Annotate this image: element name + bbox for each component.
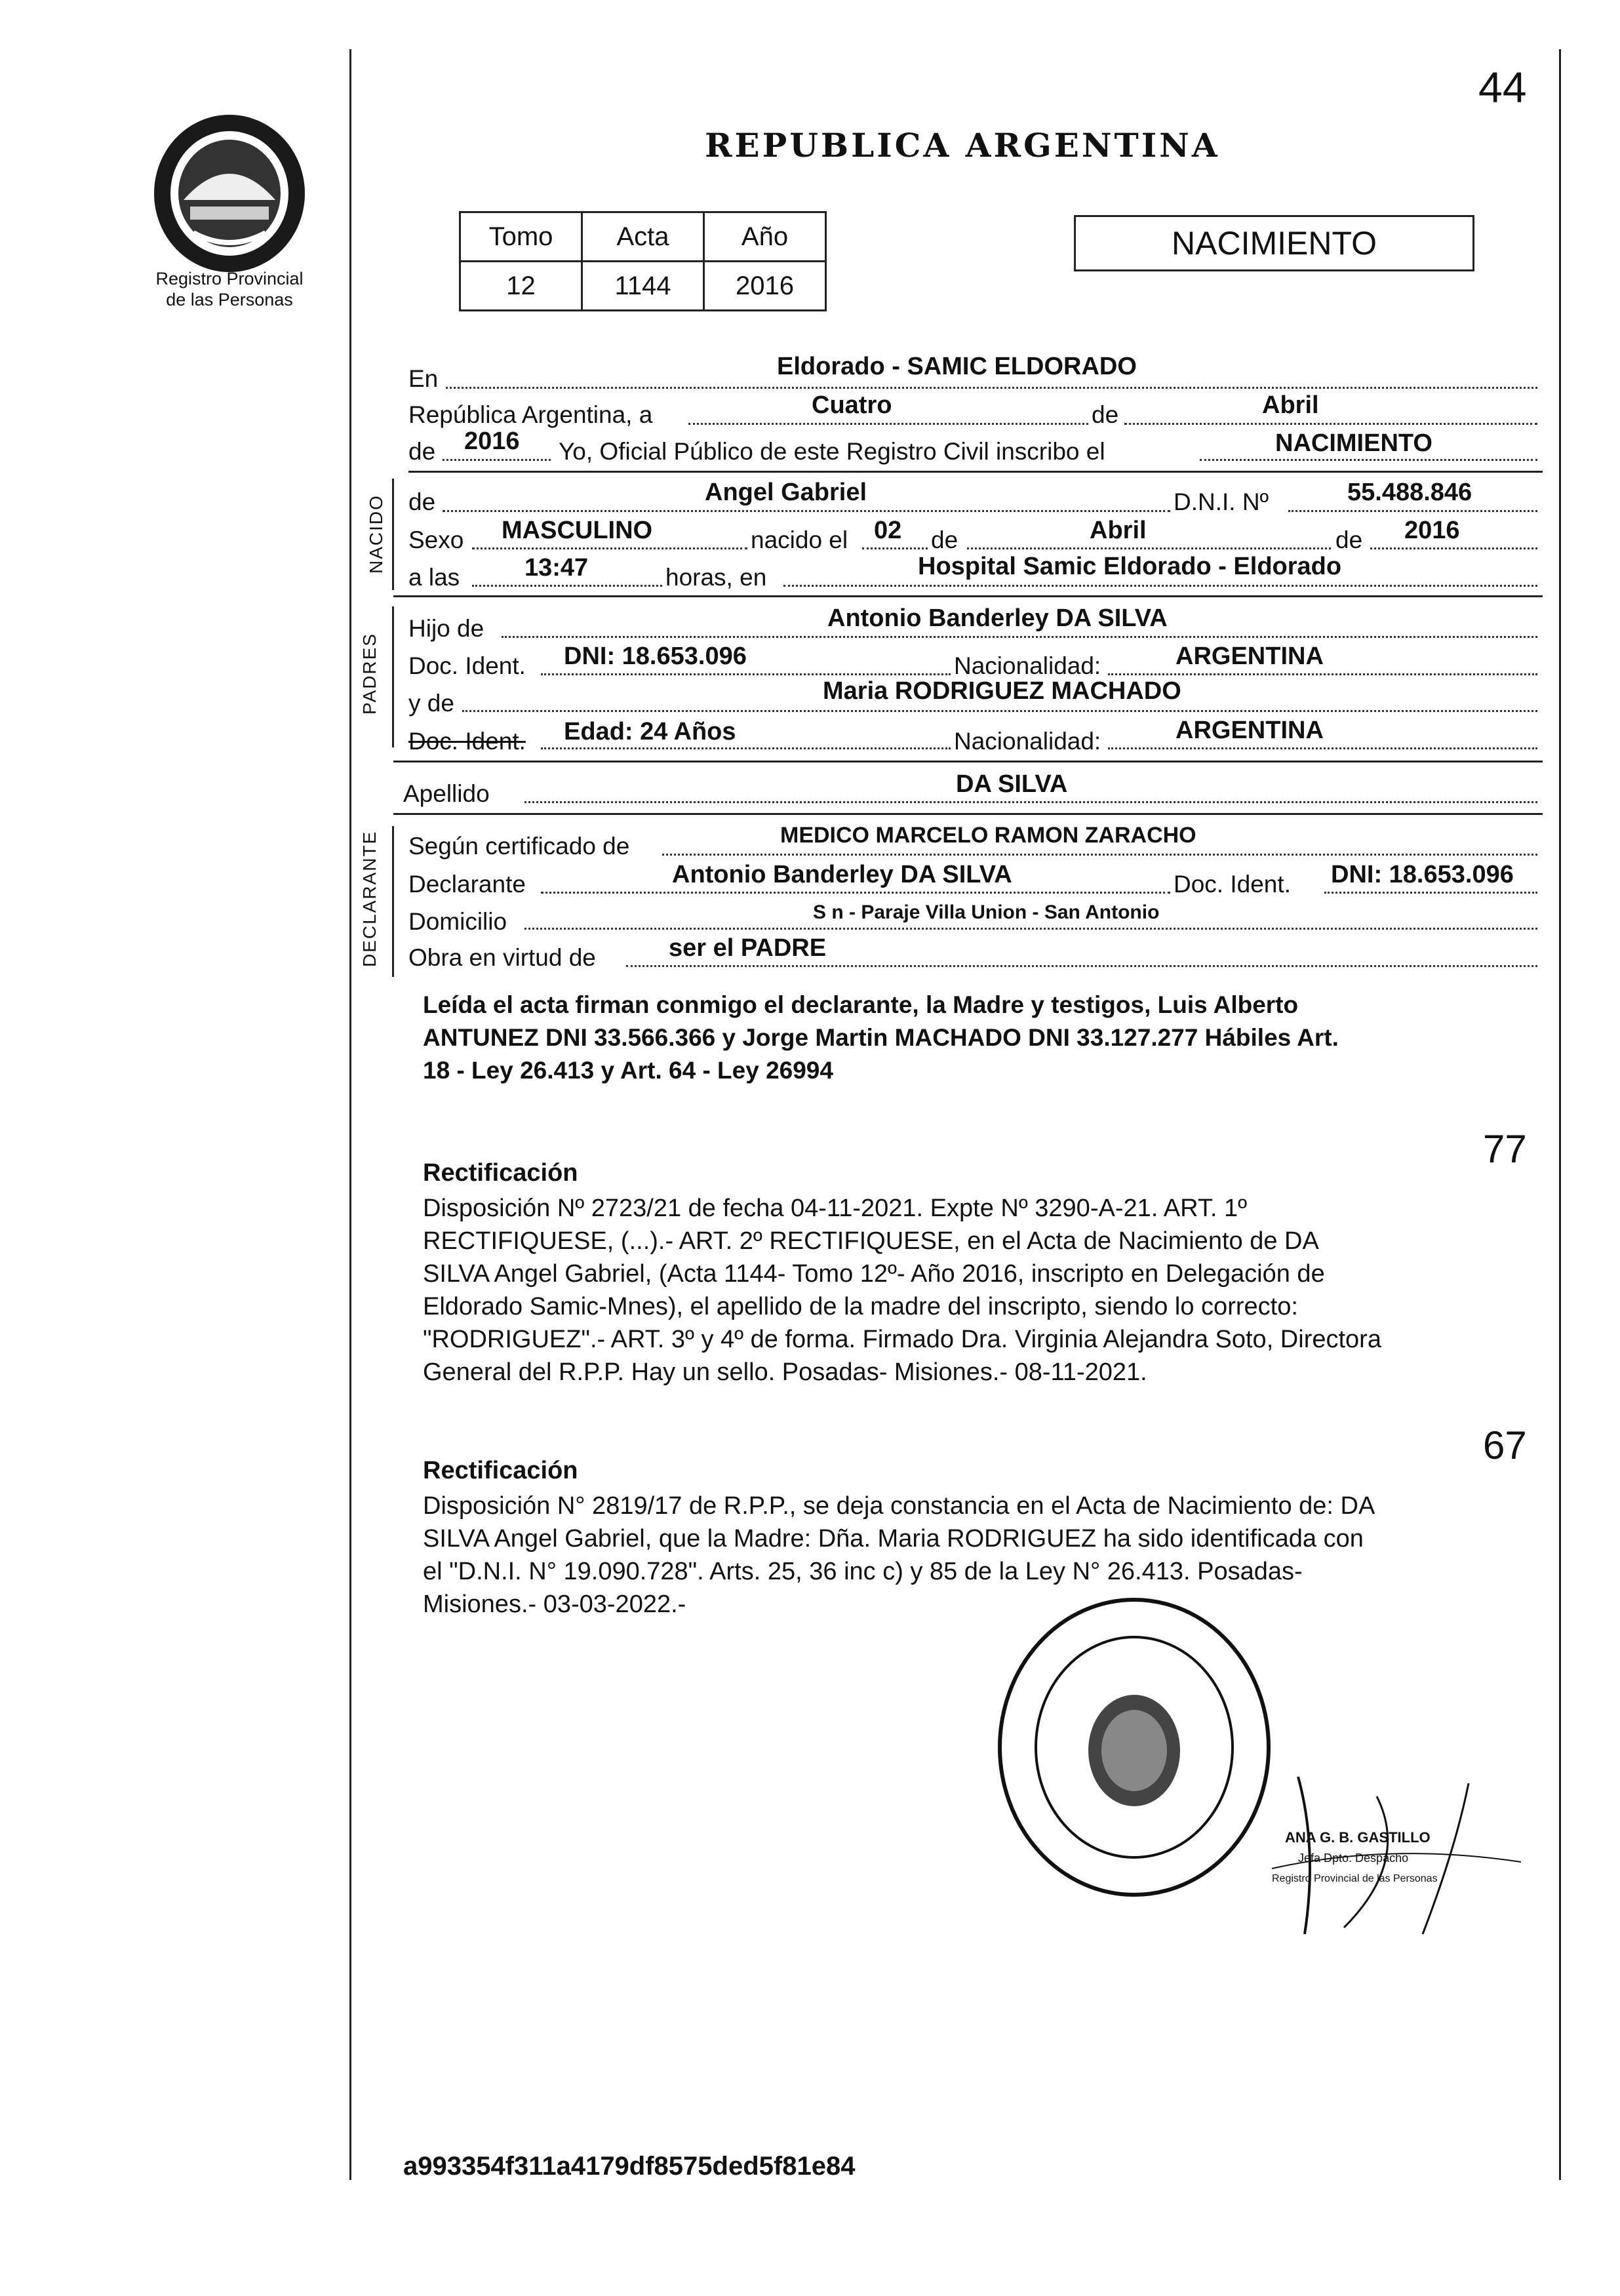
seal-caption-2: de las Personas — [166, 290, 293, 309]
label-a-las: a las — [408, 564, 460, 591]
value-birth-day: 02 — [874, 517, 902, 544]
label-obra: Obra en virtud de — [408, 944, 596, 971]
label-sexo: Sexo — [408, 526, 464, 553]
dotted-line — [783, 585, 1537, 587]
dotted-line — [1124, 423, 1537, 425]
dotted-line — [541, 892, 1170, 894]
value-birth-month: Abril — [1090, 517, 1147, 544]
section-divider — [408, 471, 1543, 473]
label-nacionalidad-2: Nacionalidad: — [954, 728, 1101, 755]
rectification-text-line: SILVA Angel Gabriel, (Acta 1144- Tomo 12º- Año 2016, inscripto en Delegación de — [423, 1260, 1325, 1288]
svg-text:Registro Provincial de las Per: Registro Provincial de las Personas — [1272, 1873, 1438, 1884]
value-day: Cuatro — [812, 391, 892, 419]
closing-line-2: ANTUNEZ DNI 33.566.366 y Jorge Martin MACHADO DNI 33.127.277 Hábiles Art. — [423, 1024, 1339, 1051]
dotted-line — [443, 459, 551, 461]
value-father: Antonio Banderley DA SILVA — [827, 604, 1168, 632]
dotted-line — [1288, 510, 1537, 512]
label-y-de: y de — [408, 690, 454, 717]
value-domicilio: S n - Paraje Villa Union - San Antonio — [813, 901, 1160, 923]
label-nacionalidad: Nacionalidad: — [954, 652, 1101, 679]
dotted-line — [862, 547, 928, 549]
value-declarante: Antonio Banderley DA SILVA — [672, 861, 1012, 888]
value-mother-nat: ARGENTINA — [1175, 717, 1324, 744]
dotted-line — [662, 854, 1537, 856]
label-domicilio: Domicilio — [408, 908, 507, 935]
marginal-note-number: 77 — [1483, 1127, 1527, 1171]
table-header-ano: Año — [704, 212, 826, 262]
label-dni: D.N.I. Nº — [1174, 488, 1269, 515]
label-hijo-de: Hijo de — [408, 615, 484, 642]
table-value-acta: 1144 — [582, 262, 704, 311]
left-margin-line — [349, 49, 351, 2180]
section-divider — [393, 761, 1543, 762]
dotted-line — [462, 710, 1537, 712]
value-obra: ser el PADRE — [669, 934, 827, 962]
dotted-line — [443, 510, 1170, 512]
label-declarante: Declarante — [408, 871, 526, 898]
province-seal-icon — [148, 108, 311, 279]
rectification-text-line: el "D.N.I. N° 19.090.728". Arts. 25, 36 inc c) y 85 de la Ley N° 26.413. Posadas- — [423, 1558, 1303, 1585]
label-doc-ident-struck: Doc. Ident. — [408, 728, 526, 755]
section-label-padres: PADRES — [359, 632, 380, 715]
table-header-tomo: Tomo — [460, 212, 582, 262]
value-year: 2016 — [464, 427, 520, 455]
dotted-line — [688, 423, 1088, 425]
rectification-title: Rectificación — [423, 1457, 578, 1484]
section-label-declarante: DECLARANTE — [359, 830, 380, 967]
dotted-line — [1324, 892, 1537, 894]
registry-table — [459, 211, 827, 311]
label-de-4: de — [1335, 526, 1363, 553]
rectification-title: Rectificación — [423, 1159, 578, 1187]
seal-caption-1: Registro Provincial — [155, 269, 304, 288]
value-dni: 55.488.846 — [1347, 479, 1472, 506]
rectification-text-line: "RODRIGUEZ".- ART. 3º y 4º de forma. Firmado Dra. Virginia Alejandra Soto, Directora — [423, 1326, 1381, 1353]
dotted-line — [502, 636, 1537, 638]
label-de-3: de — [931, 526, 958, 553]
value-mother: Maria RODRIGUEZ MACHADO — [823, 677, 1181, 705]
label-republica: República Argentina, a — [408, 401, 653, 428]
dotted-line — [1200, 459, 1537, 461]
official-stamp-icon — [993, 1593, 1275, 1901]
label-inscribo: Yo, Oficial Público de este Registro Civil inscribo el — [559, 438, 1105, 465]
label-doc-ident-3: Doc. Ident. — [1174, 871, 1291, 898]
dotted-line — [524, 928, 1537, 930]
rectification-text-line: Misiones.- 03-03-2022.- — [423, 1591, 686, 1618]
value-name: Angel Gabriel — [705, 479, 867, 506]
rectification-text-line: Eldorado Samic-Mnes), el apellido de la madre del inscripto, siendo lo correcto: — [423, 1293, 1298, 1320]
value-place: Eldorado - SAMIC ELDORADO — [777, 353, 1137, 380]
dotted-line — [541, 747, 951, 749]
value-father-doc: DNI: 18.653.096 — [564, 643, 747, 670]
svg-text:Jefa Dpto. Despacho: Jefa Dpto. Despacho — [1298, 1851, 1409, 1865]
value-father-nat: ARGENTINA — [1175, 643, 1324, 670]
value-month: Abril — [1262, 391, 1319, 419]
table-value-ano: 2016 — [704, 262, 826, 311]
closing-line-1: Leída el acta firman conmigo el declarante, la Madre y testigos, Luis Alberto — [423, 991, 1299, 1018]
label-doc-ident: Doc. Ident. — [408, 652, 526, 679]
rectification-text-line: RECTIFIQUESE, (...).- ART. 2º RECTIFIQUESE, en el Acta de Nacimiento de DA — [423, 1227, 1319, 1255]
dotted-line — [967, 547, 1331, 549]
section-divider — [393, 595, 1543, 597]
label-nacido-de: de — [408, 488, 436, 515]
label-horas-en: horas, en — [665, 564, 767, 591]
page-number: 44 — [1478, 63, 1527, 111]
value-act: NACIMIENTO — [1275, 429, 1432, 457]
dotted-line — [472, 585, 662, 587]
dotted-line — [541, 673, 951, 675]
value-time: 13:47 — [524, 554, 589, 582]
label-de: de — [1092, 401, 1119, 428]
dotted-line — [446, 387, 1537, 389]
label-en: En — [408, 365, 439, 392]
value-apellido: DA SILVA — [956, 770, 1068, 798]
section-bracket — [392, 606, 394, 747]
dotted-line — [1108, 747, 1537, 749]
value-place-birth: Hospital Samic Eldorado - Eldorado — [918, 553, 1342, 580]
dotted-line — [626, 965, 1537, 967]
label-nacido-el: nacido el — [751, 526, 848, 553]
closing-line-3: 18 - Ley 26.413 y Art. 64 - Ley 26994 — [423, 1057, 833, 1084]
rectification-text-line: Disposición Nº 2723/21 de fecha 04-11-2021. Expte Nº 3290-A-21. ART. 1º — [423, 1195, 1247, 1222]
value-birth-year: 2016 — [1404, 517, 1460, 544]
label-de-2: de — [408, 438, 436, 465]
dotted-line — [1108, 673, 1537, 675]
document-title: REPUBLICA ARGENTINA — [705, 126, 1220, 165]
right-margin-line — [1559, 49, 1561, 2180]
table-header-acta: Acta — [582, 212, 704, 262]
dotted-line — [1370, 547, 1537, 549]
rectification-text-line: Disposición N° 2819/17 de R.P.P., se deja constancia en el Acta de Nacimiento de: DA — [423, 1492, 1375, 1520]
value-mother-doc: Edad: 24 Años — [564, 718, 736, 745]
marginal-note-number: 67 — [1483, 1423, 1527, 1467]
value-declarante-doc: DNI: 18.653.096 — [1331, 861, 1514, 888]
rectification-text-line: General del R.P.P. Hay un sello. Posadas- Misiones.- 08-11-2021. — [423, 1358, 1147, 1386]
value-sexo: MASCULINO — [502, 517, 653, 544]
section-bracket — [392, 479, 394, 590]
section-bracket — [392, 826, 394, 977]
signature-icon — [1259, 1770, 1534, 1941]
document-hash: a993354f311a4179df8575ded5f81e84 — [403, 2152, 856, 2181]
dotted-line — [524, 801, 1537, 803]
act-type-box: NACIMIENTO — [1074, 215, 1474, 271]
svg-text:ANA G. B. GASTILLO: ANA G. B. GASTILLO — [1285, 1829, 1431, 1846]
label-apellido: Apellido — [403, 780, 490, 807]
label-certificado: Según certificado de — [408, 833, 630, 860]
section-label-nacido: NACIDO — [366, 494, 386, 574]
value-certificado: MEDICO MARCELO RAMON ZARACHO — [780, 823, 1196, 848]
table-value-tomo: 12 — [460, 262, 582, 311]
rectification-text-line: SILVA Angel Gabriel, que la Madre: Dña. Maria RODRIGUEZ ha sido identificada con — [423, 1525, 1364, 1553]
section-divider — [393, 813, 1543, 815]
dotted-line — [472, 547, 747, 549]
